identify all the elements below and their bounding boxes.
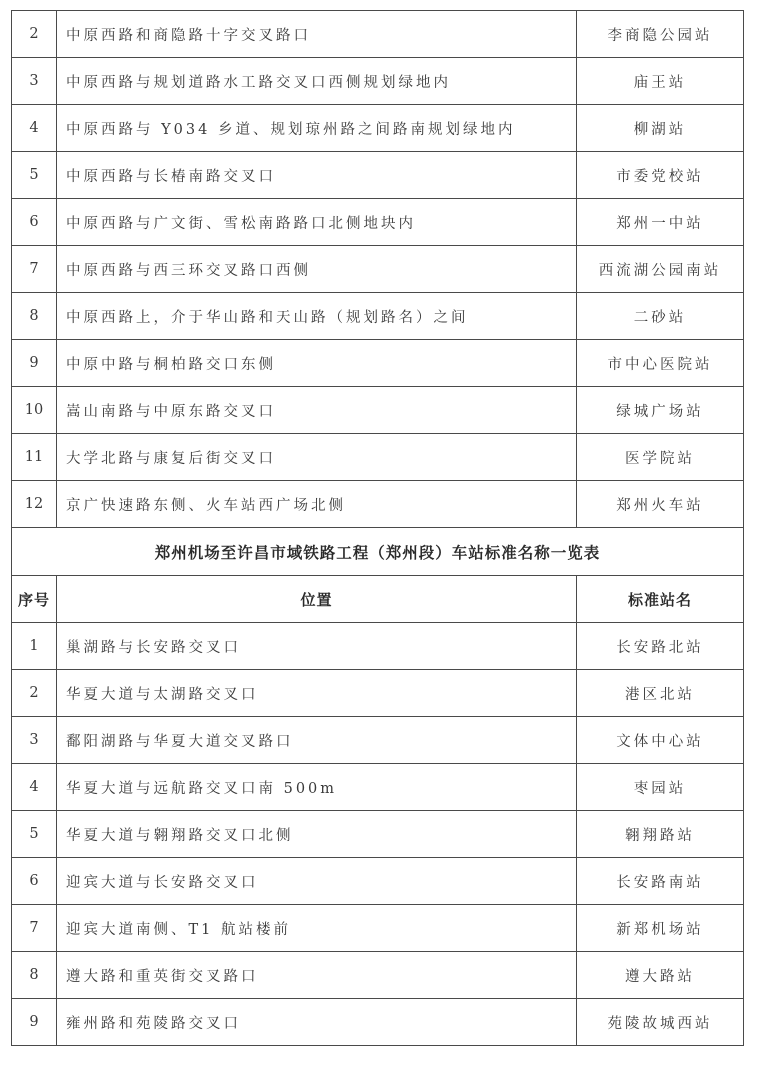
row-station-name: 绿城广场站: [577, 387, 744, 434]
row-station-name: 郑州一中站: [577, 199, 744, 246]
row-station-name: 医学院站: [577, 434, 744, 481]
row-number: 3: [12, 58, 57, 105]
table-row: [12, 434, 744, 481]
row-station-name: 枣园站: [577, 764, 744, 811]
row-station-name: 港区北站: [577, 670, 744, 717]
table-row: [12, 481, 744, 528]
row-station-name: 新郑机场站: [577, 905, 744, 952]
table-row: [12, 387, 744, 434]
row-station-name: 苑陵故城西站: [577, 999, 744, 1046]
table-row: [12, 58, 744, 105]
table-row: [12, 764, 744, 811]
row-station-name: 遵大路站: [577, 952, 744, 999]
row-location: 迎宾大道南侧、T1 航站楼前: [57, 905, 577, 952]
row-location: 大学北路与康复后街交叉口: [57, 434, 577, 481]
row-location: 华夏大道与太湖路交叉口: [57, 670, 577, 717]
table-row: [12, 717, 744, 764]
station-name-table: [11, 10, 744, 1046]
row-station-name: 市委党校站: [577, 152, 744, 199]
row-number: 10: [12, 387, 57, 434]
row-station-name: 李商隐公园站: [577, 11, 744, 58]
table-row: [12, 999, 744, 1046]
table-row: [12, 105, 744, 152]
table-row: [12, 905, 744, 952]
table-row: [12, 670, 744, 717]
row-location: 中原西路与西三环交叉路口西侧: [57, 246, 577, 293]
row-location: 中原西路和商隐路十字交叉路口: [57, 11, 577, 58]
table-row: [12, 811, 744, 858]
row-number: 8: [12, 952, 57, 999]
row-location: 中原西路与长椿南路交叉口: [57, 152, 577, 199]
row-location: 京广快速路东侧、火车站西广场北侧: [57, 481, 577, 528]
row-location: 中原西路与 Y034 乡道、规划琼州路之间路南规划绿地内: [57, 105, 577, 152]
table-row: [12, 858, 744, 905]
row-location: 华夏大道与翱翔路交叉口北侧: [57, 811, 577, 858]
table-row: [12, 11, 744, 58]
row-station-name: 翱翔路站: [577, 811, 744, 858]
row-number: 5: [12, 152, 57, 199]
row-number: 9: [12, 999, 57, 1046]
row-location: 遵大路和重英街交叉路口: [57, 952, 577, 999]
table-header-row: [12, 576, 744, 623]
table-row: [12, 152, 744, 199]
row-station-name: 文体中心站: [577, 717, 744, 764]
row-number: 8: [12, 293, 57, 340]
table-title-row: [12, 528, 744, 576]
row-location: 嵩山南路与中原东路交叉口: [57, 387, 577, 434]
row-number: 4: [12, 105, 57, 152]
row-station-name: 市中心医院站: [577, 340, 744, 387]
table-row: [12, 199, 744, 246]
row-location: 中原西路与广文街、雪松南路路口北侧地块内: [57, 199, 577, 246]
row-location: 中原西路上，介于华山路和天山路（规划路名）之间: [57, 293, 577, 340]
row-number: 12: [12, 481, 57, 528]
row-station-name: 郑州火车站: [577, 481, 744, 528]
header-station-name: 标准站名: [577, 576, 744, 623]
table-row: [12, 952, 744, 999]
row-station-name: 庙王站: [577, 58, 744, 105]
table-row: [12, 623, 744, 670]
table-row: [12, 293, 744, 340]
row-number: 5: [12, 811, 57, 858]
row-station-name: 柳湖站: [577, 105, 744, 152]
row-number: 4: [12, 764, 57, 811]
row-station-name: 长安路北站: [577, 623, 744, 670]
row-station-name: 西流湖公园南站: [577, 246, 744, 293]
row-number: 6: [12, 199, 57, 246]
row-location: 中原中路与桐柏路交口东侧: [57, 340, 577, 387]
row-location: 华夏大道与远航路交叉口南 500m: [57, 764, 577, 811]
header-number: 序号: [12, 576, 57, 623]
header-location: 位置: [57, 576, 577, 623]
row-number: 6: [12, 858, 57, 905]
row-station-name: 长安路南站: [577, 858, 744, 905]
row-location: 雍州路和苑陵路交叉口: [57, 999, 577, 1046]
row-number: 7: [12, 905, 57, 952]
row-station-name: 二砂站: [577, 293, 744, 340]
row-location: 巢湖路与长安路交叉口: [57, 623, 577, 670]
row-location: 迎宾大道与长安路交叉口: [57, 858, 577, 905]
row-number: 1: [12, 623, 57, 670]
row-number: 2: [12, 11, 57, 58]
row-number: 7: [12, 246, 57, 293]
table-row: [12, 340, 744, 387]
row-location: 中原西路与规划道路水工路交叉口西侧规划绿地内: [57, 58, 577, 105]
table-row: [12, 246, 744, 293]
table-title: 郑州机场至许昌市域铁路工程（郑州段）车站标准名称一览表: [12, 528, 744, 576]
row-number: 11: [12, 434, 57, 481]
row-location: 鄱阳湖路与华夏大道交叉路口: [57, 717, 577, 764]
row-number: 2: [12, 670, 57, 717]
row-number: 3: [12, 717, 57, 764]
row-number: 9: [12, 340, 57, 387]
table-body: [12, 11, 744, 1046]
